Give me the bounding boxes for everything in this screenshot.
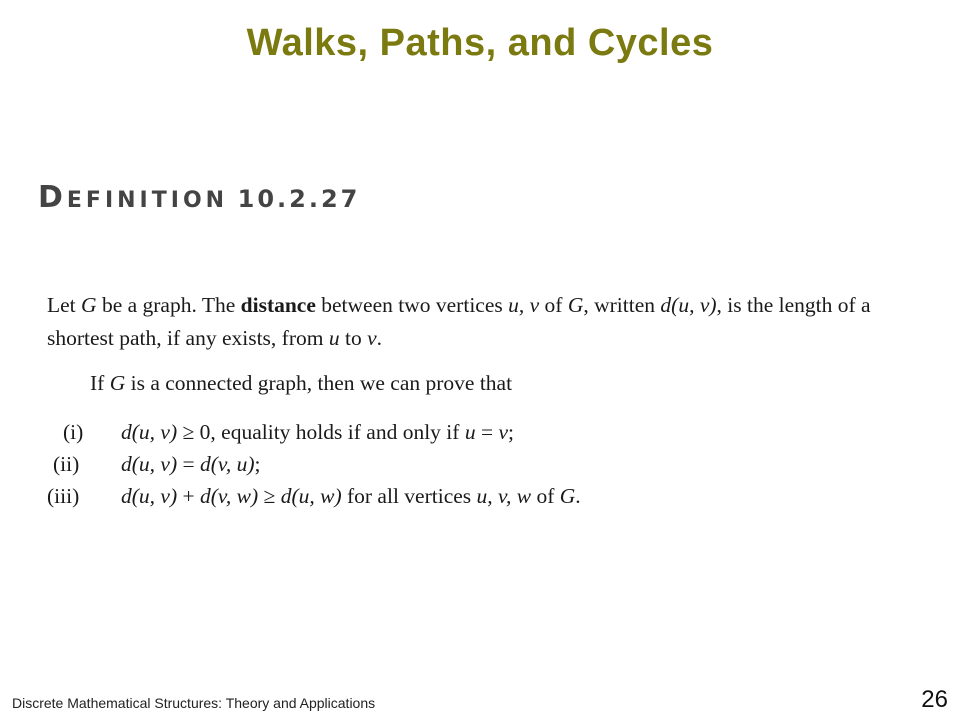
text-segment: , is the length of a shortest path, if any exists, from (47, 293, 871, 350)
text-segment: is a connected graph, then we can prove that (125, 371, 513, 395)
math-expression: d(u, v) (121, 420, 178, 444)
text-segment: for all vertices (341, 484, 477, 508)
text-segment: = (177, 452, 201, 476)
math-symbol: G (81, 293, 97, 317)
math-symbol: u (328, 326, 340, 350)
text-segment: . (376, 326, 382, 350)
definition-number: 10.2.27 (237, 185, 361, 213)
math-expression: d(u, v) (121, 484, 178, 508)
math-symbol: v (498, 420, 508, 444)
footer-course-title: Discrete Mathematical Structures: Theory and Applications (12, 695, 376, 711)
text-segment: of (531, 484, 560, 508)
math-expression: d(v, w) (200, 484, 259, 508)
text-segment: ≥ 0, equality holds if and only if (177, 420, 465, 444)
slide-title: Walks, Paths, and Cycles (246, 22, 714, 64)
text-segment: If (90, 371, 110, 395)
math-expression: d(u, v) (660, 293, 717, 317)
math-symbol: v (367, 326, 377, 350)
text-segment: + (177, 484, 201, 508)
text-segment: = (475, 420, 499, 444)
item-label: (iii) (47, 484, 80, 508)
definition-heading-word: EFINITION (66, 188, 229, 213)
text-segment: ≥ (258, 484, 281, 508)
definition-heading-initial: D (38, 180, 67, 215)
math-expression: d(u, w) (280, 484, 342, 508)
definition-heading (38, 180, 360, 215)
text-segment: Let (47, 293, 82, 317)
defined-term: distance (240, 293, 316, 317)
page-number: 26 (921, 686, 948, 713)
text-segment: to (339, 326, 368, 350)
text-segment: . (575, 484, 581, 508)
math-expression: d(v, u) (200, 452, 255, 476)
math-symbol: G (109, 371, 126, 395)
math-symbol: G (559, 484, 576, 508)
item-label: (ii) (53, 452, 80, 476)
property-intro (90, 367, 890, 400)
math-symbol: u, v (508, 293, 540, 317)
item-expression (121, 480, 581, 512)
definition-paragraph (47, 289, 927, 355)
math-expression: d(u, v) (121, 452, 178, 476)
text-segment: ; (508, 420, 514, 444)
text-segment: be a graph. The (96, 293, 241, 317)
text-segment: between two vertices (315, 293, 509, 317)
math-symbol: u, v, w (476, 484, 532, 508)
math-symbol: u (464, 420, 476, 444)
text-segment: ; (254, 452, 261, 476)
text-segment: , written (583, 293, 661, 317)
math-symbol: G (567, 293, 584, 317)
text-segment: of (539, 293, 568, 317)
item-label: (i) (63, 420, 84, 444)
item-expression (121, 416, 514, 448)
item-expression (121, 448, 261, 480)
